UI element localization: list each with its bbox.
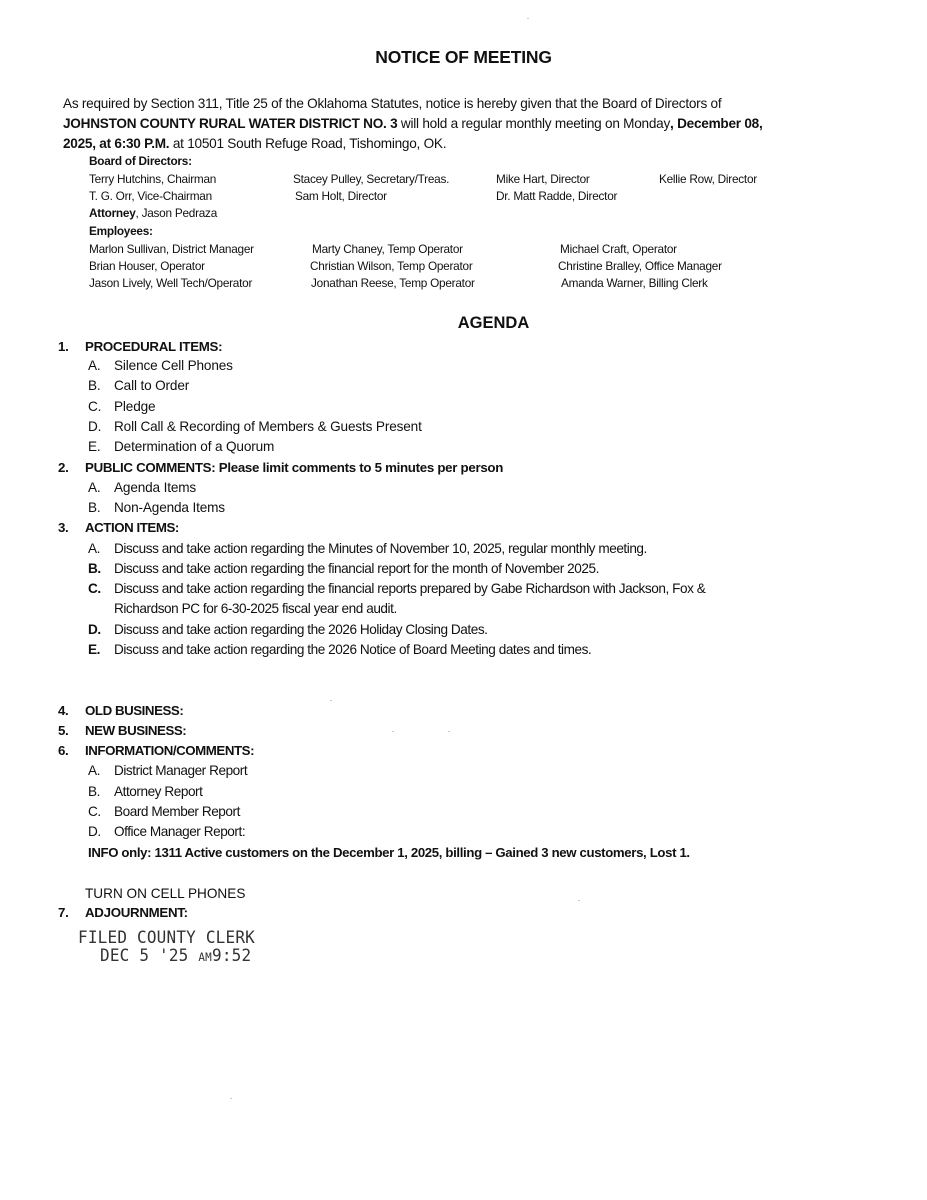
scan-speck — [527, 18, 529, 19]
employee: Michael Craft, Operator — [560, 242, 677, 256]
meeting-time: 2025, at 6:30 P.M. — [63, 136, 170, 151]
agenda-item: B. Discuss and take action regarding the financial report for the month of November 2025. — [88, 561, 599, 576]
agenda-item: C. Pledge — [88, 399, 156, 414]
employee: Brian Houser, Operator — [89, 259, 205, 273]
employee: Christine Bralley, Office Manager — [558, 259, 722, 273]
agenda-item: E. Discuss and take action regarding the 2026 Notice of Board Meeting dates and times. — [88, 642, 592, 657]
agenda-section-procedural: 1. PROCEDURAL ITEMS: — [58, 339, 223, 354]
agenda-item: E. Determination of a Quorum — [88, 439, 275, 454]
turn-on-phones-note: TURN ON CELL PHONES — [85, 886, 246, 901]
agenda-item: B. Call to Order — [88, 378, 190, 393]
agenda-item: A. Discuss and take action regarding the Minutes of November 10, 2025, regular monthly meeting. — [88, 541, 647, 556]
agenda-item: D. Roll Call & Recording of Members & Guests Present — [88, 419, 422, 434]
agenda-section-action-items: 3. ACTION ITEMS: — [58, 520, 179, 535]
employee: Amanda Warner, Billing Clerk — [561, 276, 708, 290]
employee: Marty Chaney, Temp Operator — [312, 242, 463, 256]
agenda-section-information: 6. INFORMATION/COMMENTS: — [58, 743, 255, 758]
board-member: Stacey Pulley, Secretary/Treas. — [293, 172, 450, 186]
employee: Marlon Sullivan, District Manager — [89, 242, 254, 256]
board-member: Terry Hutchins, Chairman — [89, 172, 217, 186]
filed-stamp-line-1: FILED COUNTY CLERK — [78, 927, 255, 948]
agenda-item: B. Attorney Report — [88, 784, 203, 799]
page-title: NOTICE OF MEETING — [375, 47, 552, 67]
agenda-item: D. Office Manager Report: — [88, 824, 246, 839]
board-member: T. G. Orr, Vice-Chairman — [89, 189, 212, 203]
agenda-item: A. Silence Cell Phones — [88, 358, 233, 373]
board-member: Dr. Matt Radde, Director — [496, 189, 618, 203]
board-member: Kellie Row, Director — [659, 172, 757, 186]
agenda-item: A. Agenda Items — [88, 480, 197, 495]
agenda-section-public-comments: 2. PUBLIC COMMENTS: Please limit comments to 5 minutes per person — [58, 460, 504, 475]
scan-speck — [392, 731, 394, 732]
employees-heading: Employees: — [89, 224, 153, 238]
org-name: JOHNSTON COUNTY RURAL WATER DISTRICT NO. 3 — [63, 116, 398, 131]
agenda-item: C. Discuss and take action regarding the financial reports prepared by Gabe Richardson with Jackson, Fox & — [88, 581, 706, 596]
employee: Christian Wilson, Temp Operator — [310, 259, 473, 273]
meeting-date: , December 08, — [670, 116, 763, 131]
agenda-section-new-business: 5. NEW BUSINESS: — [58, 723, 187, 738]
intro-paragraph — [63, 94, 863, 154]
employee: Jonathan Reese, Temp Operator — [311, 276, 475, 290]
attorney-line: Attorney, Jason Pedraza — [89, 206, 218, 220]
board-member: Sam Holt, Director — [295, 189, 387, 203]
agenda-item: D. Discuss and take action regarding the 2026 Holiday Closing Dates. — [88, 622, 488, 637]
scan-speck — [578, 900, 580, 901]
agenda-item: B. Non-Agenda Items — [88, 500, 225, 515]
board-member: Mike Hart, Director — [496, 172, 590, 186]
agenda-item: A. District Manager Report — [88, 763, 248, 778]
scan-speck — [448, 731, 450, 732]
scan-speck — [230, 1098, 232, 1099]
employee: Jason Lively, Well Tech/Operator — [89, 276, 253, 290]
agenda-item-continuation: Richardson PC for 6-30-2025 fiscal year end audit. — [114, 601, 397, 616]
info-customer-count: INFO only: 1311 Active customers on the December 1, 2025, billing – Gained 3 new customers, Lost 1. — [88, 845, 690, 860]
agenda-section-old-business: 4. OLD BUSINESS: — [58, 703, 184, 718]
intro-line-1: As required by Section 311, Title 25 of the Oklahoma Statutes, notice is hereby given that the Board of Directors of — [63, 96, 722, 111]
agenda-item: C. Board Member Report — [88, 804, 240, 819]
intro-line-2: will hold a regular monthly meeting on Monday — [397, 116, 671, 131]
agenda-section-adjournment: 7. ADJOURNMENT: — [58, 905, 188, 920]
filed-stamp-line-2: DEC 5 '25 AM9:52 — [100, 945, 252, 966]
meeting-location: at 10501 South Refuge Road, Tishomingo, OK. — [169, 136, 447, 151]
scan-speck — [330, 700, 332, 701]
board-heading: Board of Directors: — [89, 154, 192, 168]
agenda-title: AGENDA — [457, 314, 530, 332]
